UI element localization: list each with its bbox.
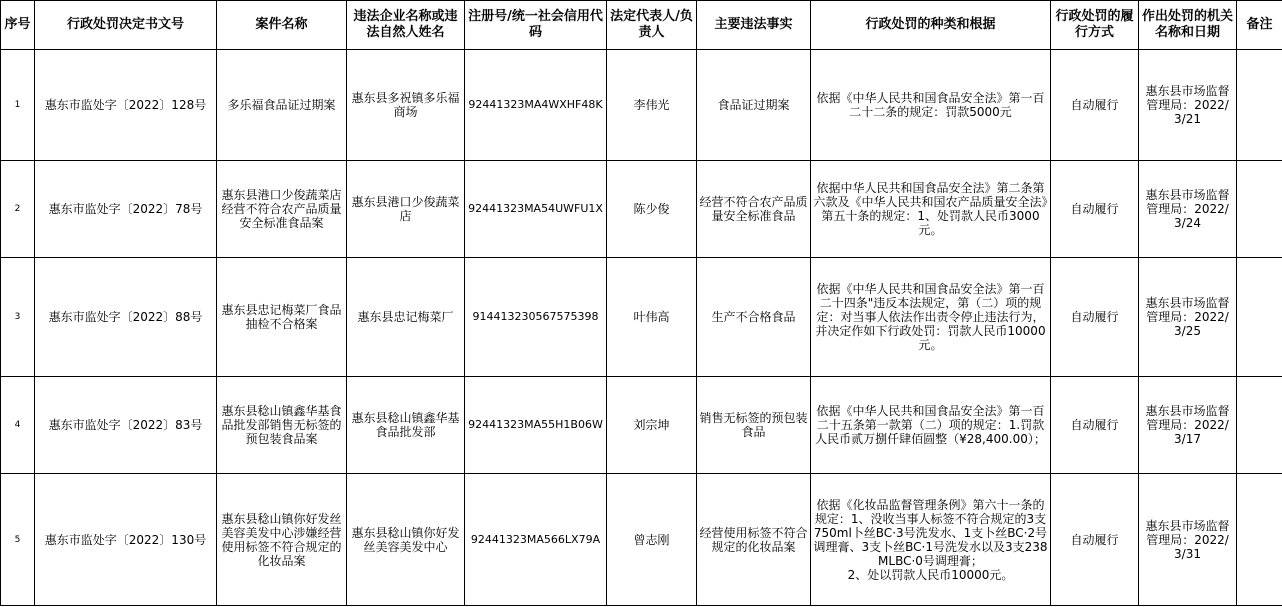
- cell-doc-no: 惠东市监处字〔2022〕130号: [35, 474, 217, 606]
- cell-doc-no: 惠东市监处字〔2022〕128号: [35, 50, 217, 161]
- cell-credit-code: 92441323MA54UWFU1X: [465, 161, 607, 258]
- table-row: [1, 161, 1282, 258]
- cell-authority: 惠东县市场监督管理局：2022/3/25: [1139, 258, 1237, 377]
- header-remark: 备注: [1237, 1, 1282, 50]
- cell-method: 自动履行: [1051, 50, 1139, 161]
- cell-doc-no: 惠东市监处字〔2022〕88号: [35, 258, 217, 377]
- header-case-name: 案件名称: [217, 1, 347, 50]
- cell-seq: 4: [1, 377, 35, 474]
- header-row: [1, 1, 1282, 50]
- cell-credit-code: 92441323MA566LX79A: [465, 474, 607, 606]
- table-row: [1, 377, 1282, 474]
- cell-remark: [1237, 377, 1282, 474]
- header-credit-code: 注册号/统一社会信用代码: [465, 1, 607, 50]
- cell-facts: 经营使用标签不符合规定的化妆品案: [697, 474, 811, 606]
- cell-method: 自动履行: [1051, 474, 1139, 606]
- cell-authority: 惠东县市场监督管理局：2022/3/21: [1139, 50, 1237, 161]
- cell-party: 惠东县忠记梅菜厂: [347, 258, 465, 377]
- cell-seq: 2: [1, 161, 35, 258]
- cell-facts: 销售无标签的预包装食品: [697, 377, 811, 474]
- cell-remark: [1237, 161, 1282, 258]
- header-seq: 序号: [1, 1, 35, 50]
- cell-remark: [1237, 474, 1282, 606]
- cell-authority: 惠东县市场监督管理局：2022/3/17: [1139, 377, 1237, 474]
- header-doc-no: 行政处罚决定书文号: [35, 1, 217, 50]
- cell-case-name: 惠东县稔山镇你好发丝美容美发中心涉嫌经营使用标签不符合规定的化妆品案: [217, 474, 347, 606]
- header-authority: 作出处罚的机关名称和日期: [1139, 1, 1237, 50]
- cell-case-name: 惠东县忠记梅菜厂食品抽检不合格案: [217, 258, 347, 377]
- cell-facts: 食品证过期案: [697, 50, 811, 161]
- cell-party: 惠东县港口少俊蔬菜店: [347, 161, 465, 258]
- cell-basis: [811, 50, 1051, 161]
- cell-facts: 经营不符合农产品质量安全标准食品: [697, 161, 811, 258]
- header-facts: 主要违法事实: [697, 1, 811, 50]
- cell-seq: 3: [1, 258, 35, 377]
- basis-line: 依据《中华人民共和国食品安全法》第一百二十五条第一款第（二）项的规定：1.罚款人民币贰万捌仟肆佰圆整（¥28,400.00）；: [815, 404, 1046, 446]
- basis-line: 依据《中华人民共和国食品安全法》第一百二十四条"违反本法规定，第（二）项的规定：对当事人依法作出责令停止违法行为，并决定作如下行政处罚：罚款人民币10000元。: [815, 282, 1046, 352]
- cell-credit-code: 92441323MA55H1B06W: [465, 377, 607, 474]
- cell-representative: 刘宗坤: [607, 377, 697, 474]
- basis-line: 依据中华人民共和国食品安全法》第二条第六款及《中华人民共和国农产品质量安全法》第五十条的规定：1、处罚款人民币3000元。: [813, 181, 1048, 237]
- cell-representative: 陈少俊: [607, 161, 697, 258]
- cell-party: 惠东县多祝镇多乐福商场: [347, 50, 465, 161]
- cell-basis: [811, 161, 1051, 258]
- cell-method: 自动履行: [1051, 161, 1139, 258]
- basis-line: 依据《中华人民共和国食品安全法》第一百二十二条的规定：罚款5000元: [816, 91, 1045, 119]
- cell-authority: 惠东县市场监督管理局：2022/3/24: [1139, 161, 1237, 258]
- cell-method: 自动履行: [1051, 258, 1139, 377]
- cell-basis: [811, 377, 1051, 474]
- header-party: 违法企业名称或违法自然人姓名: [347, 1, 465, 50]
- cell-case-name: 惠东县港口少俊蔬菜店经营不符合农产品质量安全标准食品案: [217, 161, 347, 258]
- cell-doc-no: 惠东市监处字〔2022〕78号: [35, 161, 217, 258]
- cell-case-name: 多乐福食品证过期案: [217, 50, 347, 161]
- table-row: [1, 258, 1282, 377]
- cell-method: 自动履行: [1051, 377, 1139, 474]
- basis-line: 2、处以罚款人民币10000元。: [847, 567, 1014, 582]
- cell-remark: [1237, 50, 1282, 161]
- cell-representative: 曾志刚: [607, 474, 697, 606]
- basis-line: 依据《化妆品监督管理条例》第六十一条的规定：1、没收当事人标签不符合规定的3支750ml卜丝BC·3号洗发水、1支卜丝BC·2号调理膏、3支卜丝BC·1号洗发水以及3支238MLBC·0号调理膏；: [813, 497, 1048, 568]
- header-method: 行政处罚的履行方式: [1051, 1, 1139, 50]
- cell-remark: [1237, 258, 1282, 377]
- cell-credit-code: 92441323MA4WXHF48K: [465, 50, 607, 161]
- cell-representative: 叶伟高: [607, 258, 697, 377]
- cell-facts: 生产不合格食品: [697, 258, 811, 377]
- cell-doc-no: 惠东市监处字〔2022〕83号: [35, 377, 217, 474]
- cell-party: 惠东县稔山镇鑫华基食品批发部: [347, 377, 465, 474]
- header-basis: 行政处罚的种类和根据: [811, 1, 1051, 50]
- cell-basis: [811, 258, 1051, 377]
- table-row: [1, 474, 1282, 606]
- cell-seq: 5: [1, 474, 35, 606]
- cell-case-name: 惠东县稔山镇鑫华基食品批发部销售无标签的预包装食品案: [217, 377, 347, 474]
- cell-party: 惠东县稔山镇你好发丝美容美发中心: [347, 474, 465, 606]
- cell-seq: 1: [1, 50, 35, 161]
- cell-basis: [811, 474, 1051, 606]
- table-row: [1, 50, 1282, 161]
- cell-authority: 惠东县市场监督管理局：2022/3/31: [1139, 474, 1237, 606]
- cell-representative: 李伟光: [607, 50, 697, 161]
- header-representative: 法定代表人/负责人: [607, 1, 697, 50]
- cell-credit-code: 914413230567575398: [465, 258, 607, 377]
